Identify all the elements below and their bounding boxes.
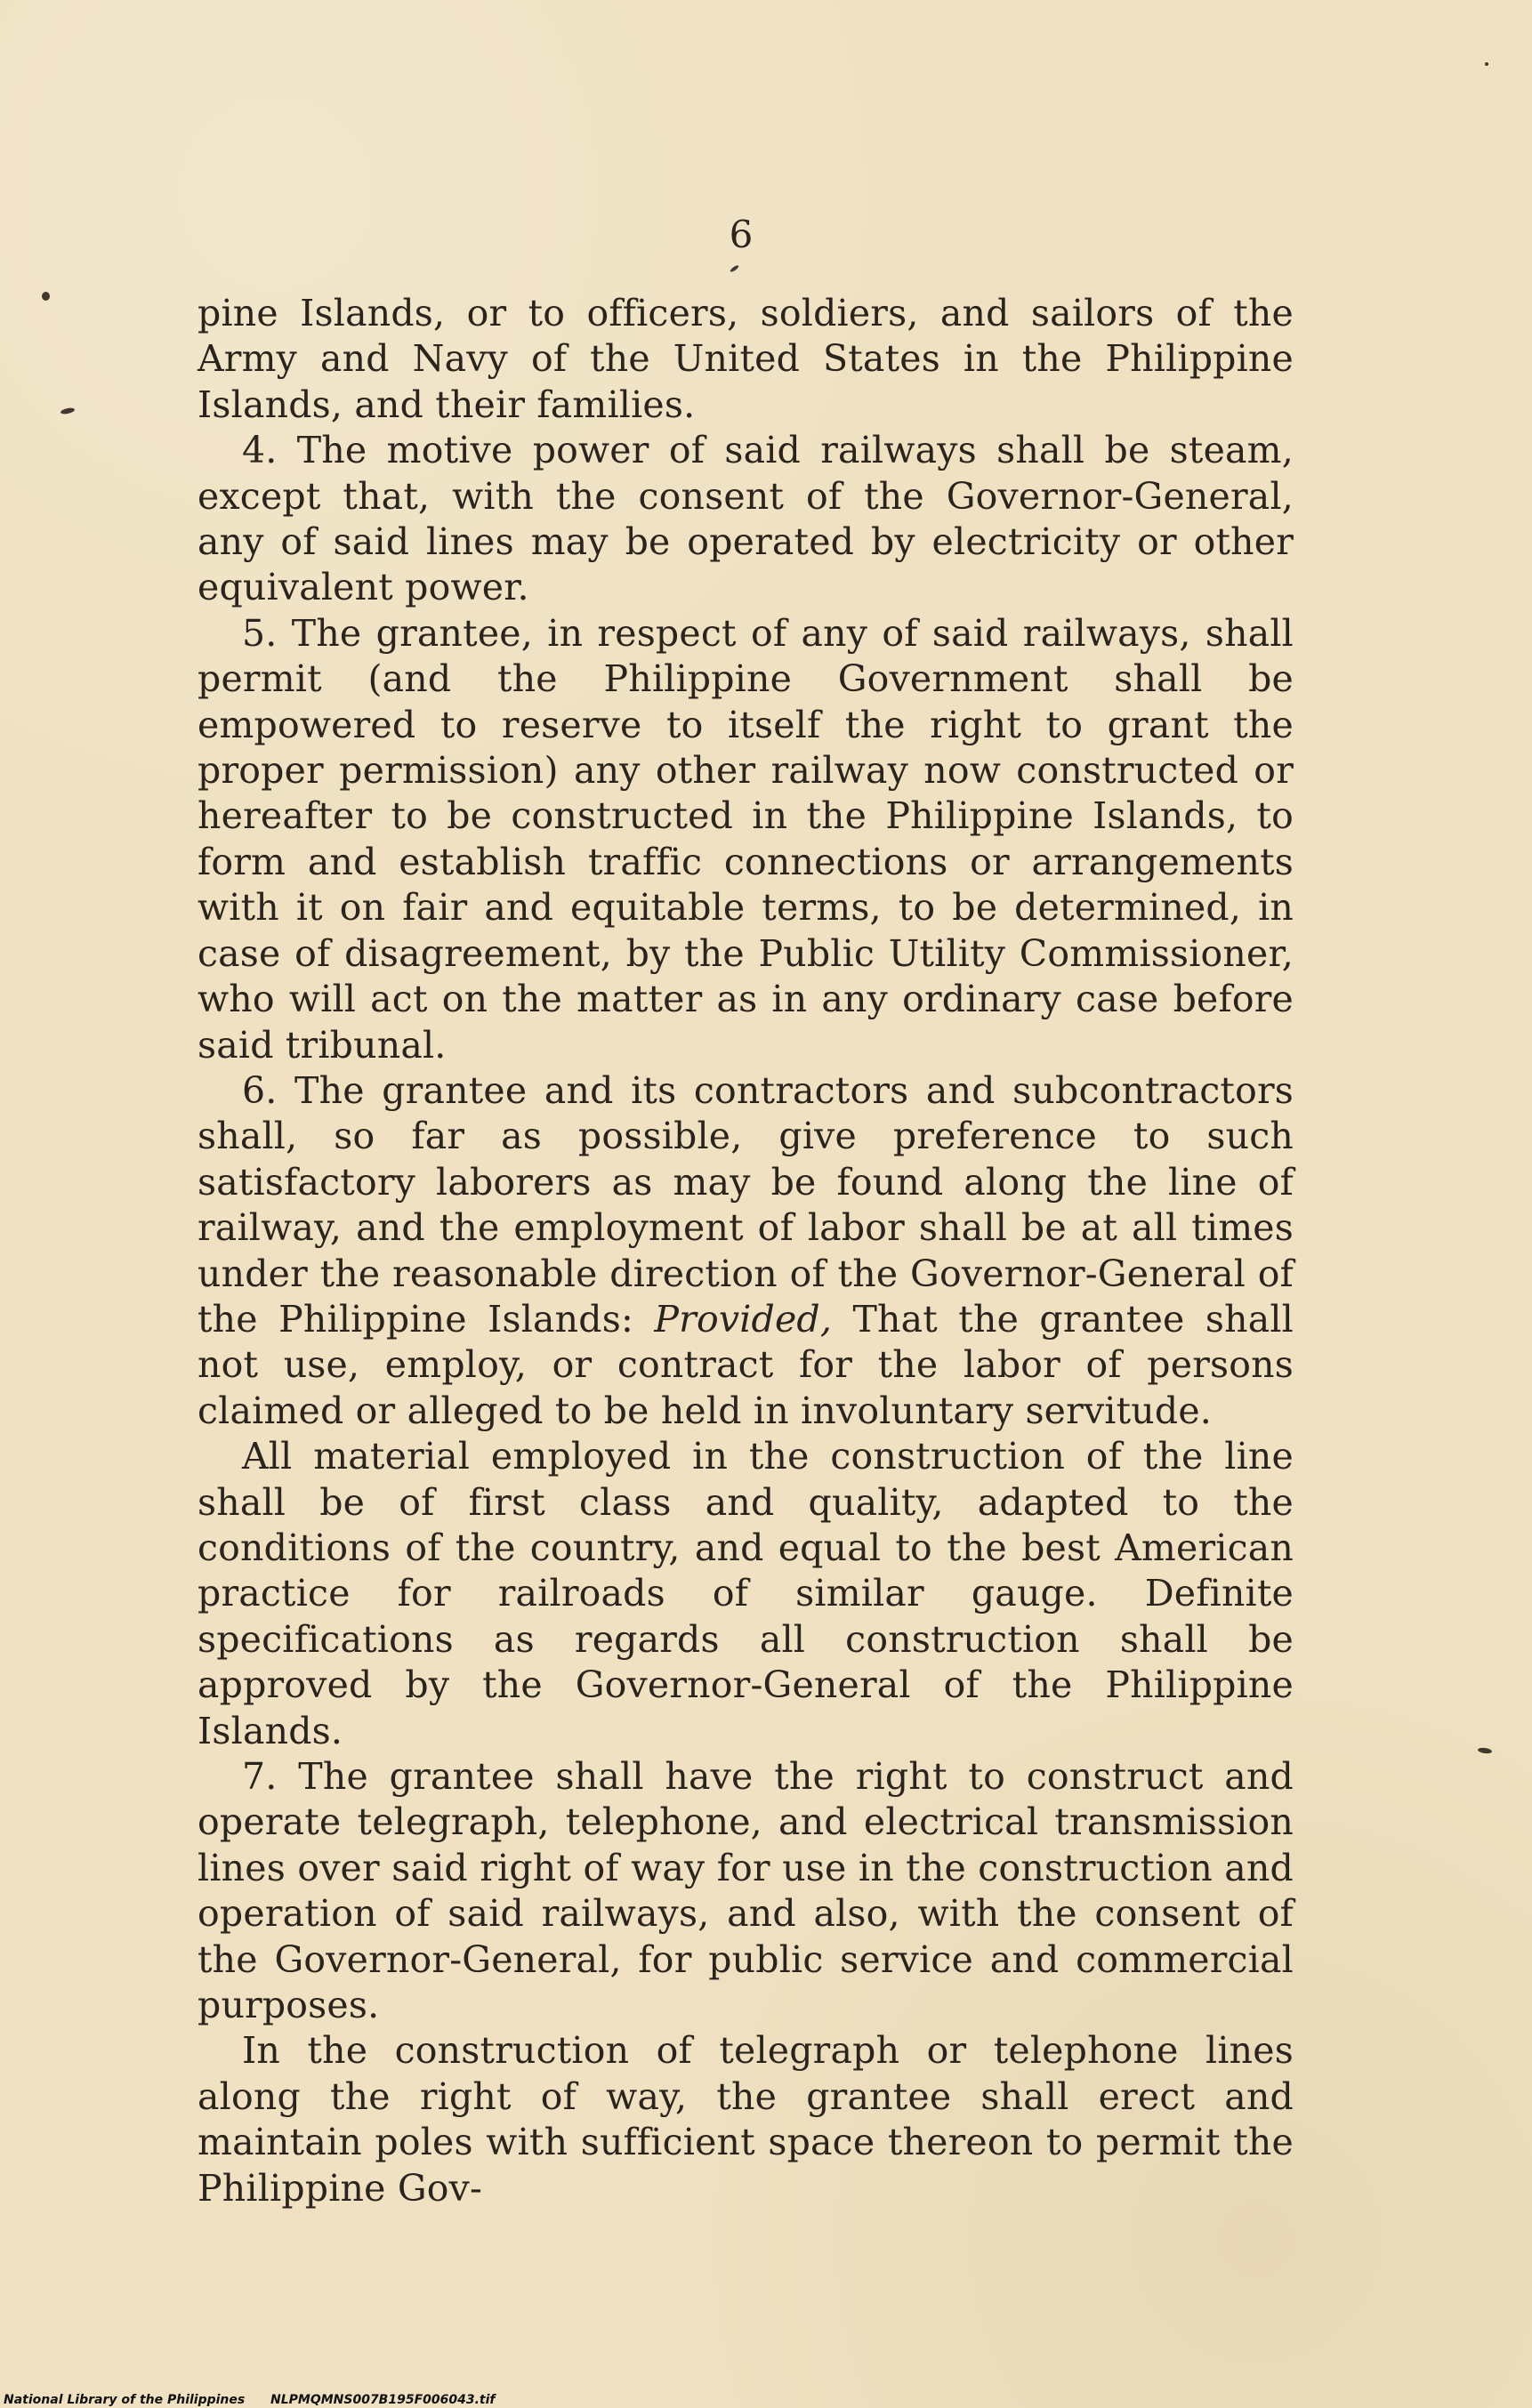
ink-mark-page-number <box>730 264 739 273</box>
document-body <box>198 291 1294 2211</box>
paragraph-section-7: 7. The grantee shall have the right to construct and operate telegraph, telephone, and electrical transmission lines over said right of way for use in the construction and operation of said railways, and also, with the consent of the Governor-General, for public service and commercial purposes. <box>198 1755 1294 2027</box>
footer <box>0 2392 1532 2408</box>
paragraph-section-6-after-italic: That the grantee shall not use, employ, or contract for the labor of persons claimed or alleged to be held in involuntary servitude. <box>198 1297 1294 1432</box>
ink-mark-left-middle <box>60 407 76 415</box>
paragraph-section-5: 5. The grantee, in respect of any of said railways, shall permit (and the Philippine Government shall be empowered to reserve to itself the right to grant the proper permission) any other railway now constructed or hereafter to be constructed in the Philippine Islands, to form and establish traffic connections or arrangements with it on fair and equitable terms, to be determined, in case of disagreement, by the Public Utility Commissioner, who will act on the matter as in any ordinary case before said tribunal. <box>198 611 1294 1067</box>
paragraph-continuation: pine Islands, or to officers, soldiers, and sailors of the Army and Navy of the United States in the Philippine Islands, and their families. <box>198 292 1294 426</box>
ink-mark-right-lower <box>1478 1747 1493 1754</box>
paragraph-material: All material employed in the construction of the line shall be of first class and quality, adapted to the conditions of the country, and equal to the best American practice for railroads of similar gauge. Definite specifications as regards all construction shall be approved by the Governor-General of the Philippine Islands. <box>198 1435 1294 1752</box>
paragraph-section-4: 4. The motive power of said railways shall be steam, except that, with the consent of the Governor-General, any of said lines may be operated by electricity or other equivalent power. <box>198 429 1294 609</box>
paragraph-section-6 <box>198 1068 1294 1434</box>
paragraph-telegraph-lines: In the construction of telegraph or telephone lines along the right of way, the grantee shall erect and maintain poles with sufficient space thereon to permit the Philippine Gov- <box>198 2029 1294 2210</box>
paragraph-section-6-italic: Provided, <box>654 1297 833 1341</box>
paragraph-section-6-before-italic: 6. The grantee and its contractors and subcontractors shall, so far as possible, give preference to such satisfactory laborers as may be found along the line of railway, and the employment of labor shall be at all times under the reasonable direction of the Governor-General of the Philippine Islands: <box>198 1068 1294 1341</box>
footer-library-name: National Library of the Philippines <box>4 2393 246 2407</box>
ink-spot-left-upper <box>42 292 50 301</box>
ink-dot-top-right <box>1485 62 1488 66</box>
page-number: 6 <box>729 213 754 256</box>
footer-file-id: NLPMQMNS007B195F006043.tif <box>270 2393 496 2407</box>
